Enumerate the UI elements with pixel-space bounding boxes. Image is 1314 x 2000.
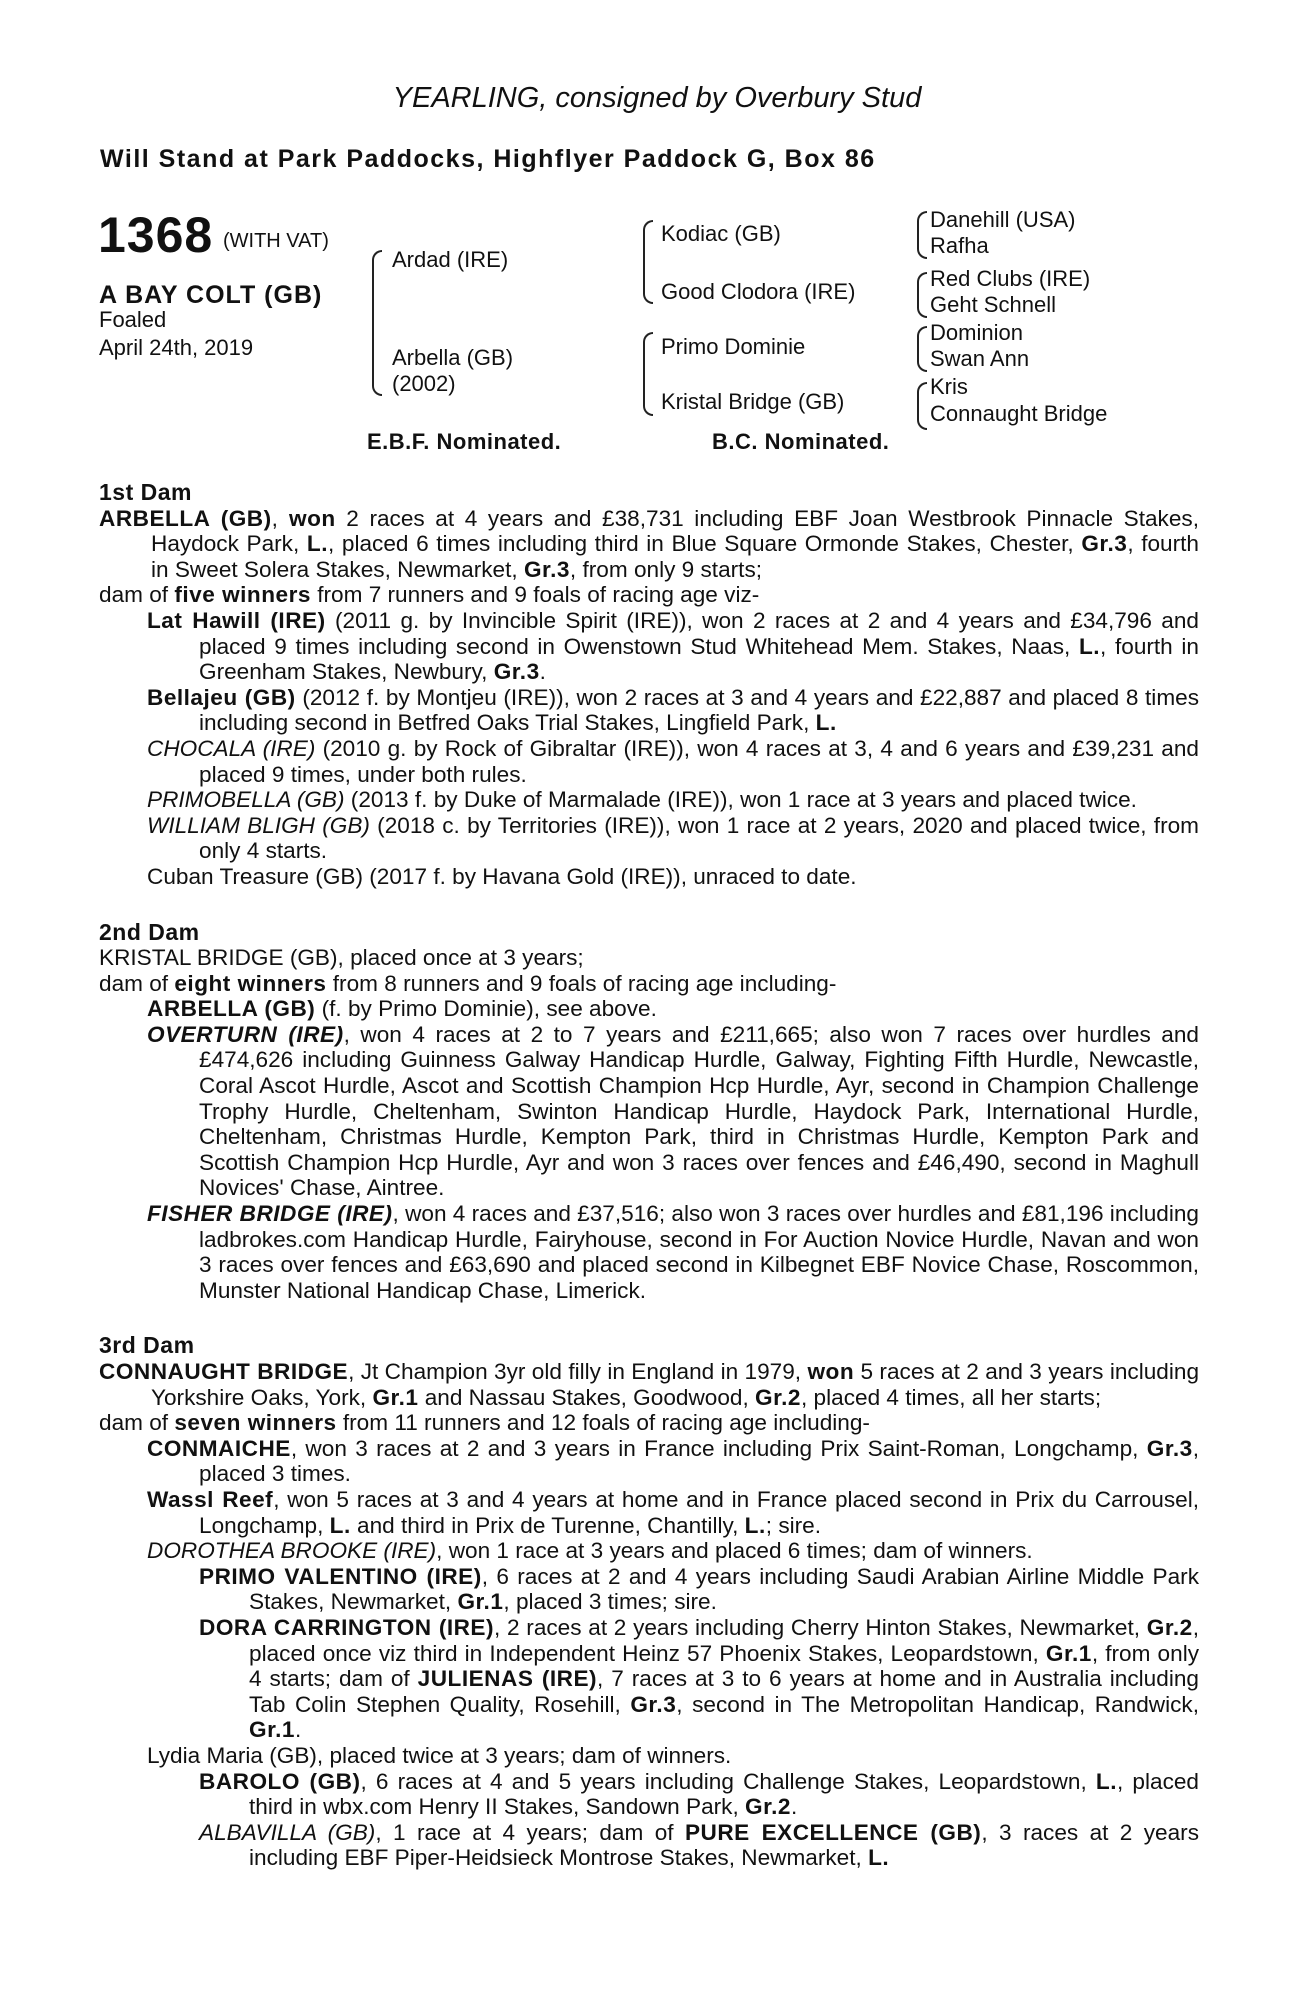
catalogue-entry bbox=[99, 1564, 1199, 1615]
text-run: won bbox=[807, 1359, 855, 1384]
catalogue-entry bbox=[99, 506, 1199, 583]
text-run: , from only 4 starts; dam of bbox=[249, 1640, 1200, 1692]
text-run: , Jt Champion 3yr old filly in England in 1979, bbox=[348, 1359, 808, 1384]
text-run: PRIMOBELLA (GB) bbox=[147, 787, 345, 813]
text-run: and third in Prix de Turenne, Chantilly, bbox=[350, 1512, 745, 1538]
text-run: L. bbox=[815, 710, 837, 736]
text-run: Bellajeu (GB) bbox=[147, 684, 296, 710]
text-run: L. bbox=[306, 531, 328, 557]
foaled-label: Foaled bbox=[99, 307, 167, 332]
text-run: DOROTHEA BROOKE (IRE) bbox=[147, 1538, 437, 1564]
text-run: Gr.3 bbox=[1081, 531, 1128, 557]
catalogue-entry bbox=[99, 1820, 1199, 1871]
text-run: ALBAVILLA (GB) bbox=[199, 1819, 376, 1845]
catalogue-entry bbox=[99, 1022, 1199, 1201]
text-run: Lat Hawill (IRE) bbox=[147, 607, 326, 633]
text-run: CHOCALA (IRE) bbox=[147, 735, 316, 761]
text-run: (2018 c. by Territories (IRE)), won 1 race at 2 years, 2020 and placed twice, from only 4 starts. bbox=[199, 812, 1199, 864]
text-run: DORA CARRINGTON (IRE) bbox=[199, 1614, 495, 1640]
text-run: 5 races at 2 and 3 years including Yorkshire Oaks, York, bbox=[151, 1359, 1200, 1410]
catalogue-entry bbox=[99, 971, 1199, 997]
vat-label: (WITH VAT) bbox=[223, 230, 329, 252]
brace-ds-parents bbox=[917, 326, 927, 372]
text-run: , 7 races at 3 to 6 years at home and in Australia including Tab Colin Stephen Quality, Rosehill, bbox=[249, 1666, 1199, 1717]
text-run: FISHER BRIDGE (IRE) bbox=[147, 1201, 393, 1227]
catalogue-entry bbox=[99, 1201, 1199, 1303]
pedigree-dds: Kris bbox=[930, 374, 968, 399]
brace-sire-parents bbox=[643, 220, 653, 304]
text-run: . bbox=[790, 1794, 798, 1820]
text-run: from 7 runners and 9 foals of racing age viz- bbox=[310, 582, 760, 608]
text-run: ; sire. bbox=[765, 1512, 822, 1538]
text-run: , won 1 race at 3 years and placed 6 times; dam of winners. bbox=[436, 1538, 1033, 1564]
text-run: (f. by Primo Dominie), see above. bbox=[315, 996, 657, 1022]
catalogue-entry bbox=[99, 1359, 1199, 1410]
text-run: . bbox=[539, 659, 546, 685]
catalogue-entry bbox=[99, 1410, 1199, 1436]
text-run: Gr.1 bbox=[249, 1717, 295, 1743]
text-run: (2013 f. by Duke of Marmalade (IRE)), won 1 race at 3 years and placed twice. bbox=[344, 787, 1137, 813]
text-run: eight winners bbox=[174, 970, 327, 996]
third-dam-heading: 3rd Dam bbox=[99, 1332, 195, 1359]
text-run: from 8 runners and 9 foals of racing age including- bbox=[326, 970, 837, 996]
catalogue-entry bbox=[99, 945, 1199, 971]
text-run: , won 4 races and £37,516; also won 3 races over hurdles and £81,196 including ladbrokes.com Handicap Hurdle, Fairyhouse, second in For Auction Novice Hurdle, Navan and won 3 races over fences and £63,690 and placed second in Kilbegnet EBF Novice Chase, Roscommon, Munster National Handicap Chase, Limerick. bbox=[199, 1201, 1199, 1303]
text-run: . bbox=[294, 1717, 302, 1743]
pedigree-sdd: Geht Schnell bbox=[930, 292, 1056, 317]
text-run: , placed once viz third in Independent Heinz 57 Phoenix Stakes, Leopardstown, bbox=[249, 1614, 1199, 1666]
text-run: Gr.2 bbox=[1146, 1614, 1193, 1640]
text-run: , fourth in Sweet Solera Stakes, Newmarket, bbox=[151, 531, 1199, 582]
text-run: JULIENAS (IRE) bbox=[417, 1666, 598, 1692]
catalogue-entry bbox=[99, 736, 1199, 787]
text-run: won bbox=[277, 505, 336, 531]
catalogue-entry bbox=[99, 685, 1199, 736]
catalogue-entry bbox=[99, 864, 1199, 890]
pedigree-dam-dam: Kristal Bridge (GB) bbox=[661, 389, 845, 414]
text-run: (2010 g. by Rock of Gibraltar (IRE)), won 4 races at 3, 4 and 6 years and £39,231 and placed 9 times, under both rules. bbox=[199, 735, 1199, 787]
text-run: OVERTURN (IRE) bbox=[147, 1021, 344, 1047]
text-run: , 2 races at 2 years including Cherry Hinton Stakes, Newmarket, bbox=[494, 1614, 1147, 1640]
pedigree-ddd: Connaught Bridge bbox=[930, 401, 1108, 426]
text-run: Gr.1 bbox=[372, 1384, 419, 1410]
text-run: dam of bbox=[99, 970, 175, 996]
text-run: 2 races at 4 years and £38,731 including EBF Joan Westbrook Pinnacle Stakes, Haydock Park, bbox=[151, 505, 1199, 557]
catalogue-entry bbox=[99, 1487, 1199, 1538]
catalogue-entry bbox=[99, 813, 1199, 864]
text-run: PRIMO VALENTINO (IRE) bbox=[199, 1563, 482, 1589]
ebf-nominated: E.B.F. Nominated. bbox=[367, 429, 562, 454]
text-run: , placed 4 times, all her starts; bbox=[801, 1384, 1102, 1410]
text-run: ARBELLA (GB) bbox=[147, 996, 316, 1022]
text-run: , 3 races at 2 years including EBF Piper-Heidsieck Montrose Stakes, Newmarket, bbox=[249, 1819, 1200, 1871]
brace-sire-dam bbox=[372, 250, 382, 396]
pedigree-ssd: Rafha bbox=[930, 233, 989, 258]
pedigree-sire-dam: Good Clodora (IRE) bbox=[661, 279, 856, 304]
text-run: , won 3 races at 2 and 3 years in France including Prix Saint-Roman, Longchamp, bbox=[290, 1435, 1147, 1461]
brace-sd-parents bbox=[917, 272, 927, 318]
catalogue-entry bbox=[99, 608, 1199, 685]
second-dam-section bbox=[99, 945, 1199, 1303]
text-run: seven winners bbox=[174, 1410, 337, 1436]
text-run: dam of bbox=[99, 582, 175, 608]
catalogue-entry bbox=[99, 1436, 1199, 1487]
catalogue-text bbox=[99, 480, 1199, 1871]
text-run: Gr.3 bbox=[630, 1691, 677, 1717]
text-run: , 6 races at 2 and 4 years including Saudi Arabian Airline Middle Park Stakes, Newmarket, bbox=[249, 1563, 1199, 1615]
text-run: Gr.2 bbox=[755, 1384, 801, 1410]
lot-number: 1368 bbox=[98, 207, 214, 263]
text-run: (2011 g. by Invincible Spirit (IRE)), won 2 races at 2 and 4 years and £34,796 and placed 9 times including second in Owenstown Stud Whitehead Mem. Stakes, Naas, bbox=[199, 607, 1199, 659]
text-run: Lydia Maria (GB), placed twice at 3 years; dam of winners. bbox=[147, 1742, 732, 1768]
first-dam-heading: 1st Dam bbox=[99, 479, 192, 505]
text-run: ARBELLA (GB) bbox=[99, 505, 272, 531]
brace-dam-parents bbox=[643, 332, 653, 416]
text-run: , bbox=[271, 505, 278, 531]
text-run: five winners bbox=[174, 582, 311, 608]
stand-location: Will Stand at Park Paddocks, Highflyer Paddock G, Box 86 bbox=[100, 145, 876, 173]
text-run: , placed 3 times; sire. bbox=[503, 1589, 717, 1615]
text-run: Gr.2 bbox=[745, 1794, 791, 1820]
text-run: , placed 6 times including third in Blue Square Ormonde Stakes, Chester, bbox=[327, 531, 1082, 557]
text-run: BAROLO (GB) bbox=[199, 1768, 361, 1794]
text-run: PURE EXCELLENCE (GB) bbox=[684, 1819, 982, 1845]
text-run: CONMAICHE bbox=[147, 1435, 291, 1461]
text-run: Gr.3 bbox=[493, 659, 540, 685]
third-dam-section bbox=[99, 1359, 1199, 1871]
foaled-date: April 24th, 2019 bbox=[99, 335, 254, 360]
text-run: Gr.3 bbox=[523, 556, 570, 582]
catalogue-entry bbox=[99, 1769, 1199, 1820]
bc-nominated: B.C. Nominated. bbox=[712, 429, 890, 454]
pedigree-sire-sire: Kodiac (GB) bbox=[661, 221, 781, 246]
text-run: , won 5 races at 3 and 4 years at home and in France placed second in Prix du Carrousel, Longchamp, bbox=[199, 1486, 1199, 1538]
pedigree-dss: Dominion bbox=[930, 320, 1023, 345]
first-dam-section bbox=[99, 506, 1199, 890]
text-run: , 6 races at 4 and 5 years including Challenge Stakes, Leopardstown, bbox=[360, 1768, 1096, 1794]
pedigree-dam: Arbella (GB) bbox=[392, 345, 514, 370]
text-run: and Nassau Stakes, Goodwood, bbox=[418, 1384, 756, 1410]
text-run: , placed 3 times. bbox=[199, 1435, 1199, 1487]
catalogue-entry bbox=[99, 1615, 1199, 1743]
text-run: , 1 race at 4 years; dam of bbox=[375, 1819, 685, 1845]
horse-description: A BAY COLT (GB) bbox=[99, 281, 323, 309]
text-run: , second in The Metropolitan Handicap, Randwick, bbox=[676, 1691, 1199, 1717]
text-run: , fourth in Greenham Stakes, Newbury, bbox=[199, 633, 1199, 685]
catalogue-entry bbox=[99, 1743, 1199, 1769]
text-run: Cuban Treasure (GB) (2017 f. by Havana Gold (IRE)), unraced to date. bbox=[147, 863, 857, 889]
text-run: CONNAUGHT BRIDGE bbox=[99, 1359, 349, 1384]
text-run: L. bbox=[1095, 1768, 1117, 1794]
catalogue-entry bbox=[99, 582, 1199, 608]
catalogue-entry bbox=[99, 787, 1199, 813]
brace-ss-parents bbox=[917, 211, 927, 259]
text-run: Gr.1 bbox=[457, 1589, 504, 1615]
text-run: L. bbox=[868, 1845, 890, 1871]
second-dam-heading: 2nd Dam bbox=[99, 918, 200, 945]
pedigree-sire: Ardad (IRE) bbox=[392, 247, 509, 272]
pedigree-dam-year: (2002) bbox=[392, 371, 456, 396]
catalogue-entry bbox=[99, 996, 1199, 1022]
text-run: Gr.1 bbox=[1045, 1640, 1092, 1666]
pedigree-sss: Danehill (USA) bbox=[930, 207, 1076, 232]
text-run: Wassl Reef bbox=[147, 1486, 274, 1512]
pedigree-sds: Red Clubs (IRE) bbox=[930, 266, 1091, 291]
page-title: YEARLING, consigned by Overbury Stud bbox=[392, 82, 922, 114]
text-run: from 11 runners and 12 foals of racing age including- bbox=[336, 1410, 870, 1436]
text-run: L. bbox=[1078, 633, 1101, 659]
pedigree-dam-sire: Primo Dominie bbox=[661, 334, 806, 359]
text-run: Gr.3 bbox=[1146, 1435, 1193, 1461]
text-run: L. bbox=[744, 1512, 766, 1538]
catalogue-entry bbox=[99, 1538, 1199, 1564]
brace-dd-parents bbox=[917, 382, 927, 430]
text-run: , won 4 races at 2 to 7 years and £211,665; also won 7 races over hurdles and £474,626 including Guinness Galway Handicap Hurdle, Galway, Fighting Fifth Hurdle, Newcastle, Coral Ascot Hurdle, Ascot and Scottish Champion Hcp Hurdle, Ayr, second in Champion Challenge Trophy Hurdle, Cheltenham, Swinton Handicap Hurdle, Haydock Park, International Hurdle, Cheltenham, Christmas Hurdle, Kempton Park, third in Christmas Hurdle, Kempton Park and Scottish Champion Hcp Hurdle, Ayr and won 3 races over fences and £46,490, second in Maghull Novices' Chase, Aintree. bbox=[199, 1021, 1199, 1201]
text-run: WILLIAM BLIGH (GB) bbox=[147, 812, 370, 838]
text-run: dam of bbox=[99, 1410, 175, 1436]
text-run: (2012 f. by Montjeu (IRE)), won 2 races at 3 and 4 years and £22,887 and placed 8 times including second in Betfred Oaks Trial Stakes, Lingfield Park, bbox=[199, 684, 1199, 736]
text-run: L. bbox=[329, 1512, 351, 1538]
text-run: , placed third in wbx.com Henry II Stakes, Sandown Park, bbox=[249, 1768, 1199, 1820]
pedigree-dsd: Swan Ann bbox=[930, 346, 1030, 371]
text-run: KRISTAL BRIDGE (GB), placed once at 3 years; bbox=[99, 945, 584, 971]
text-run: , from only 9 starts; bbox=[569, 556, 763, 582]
